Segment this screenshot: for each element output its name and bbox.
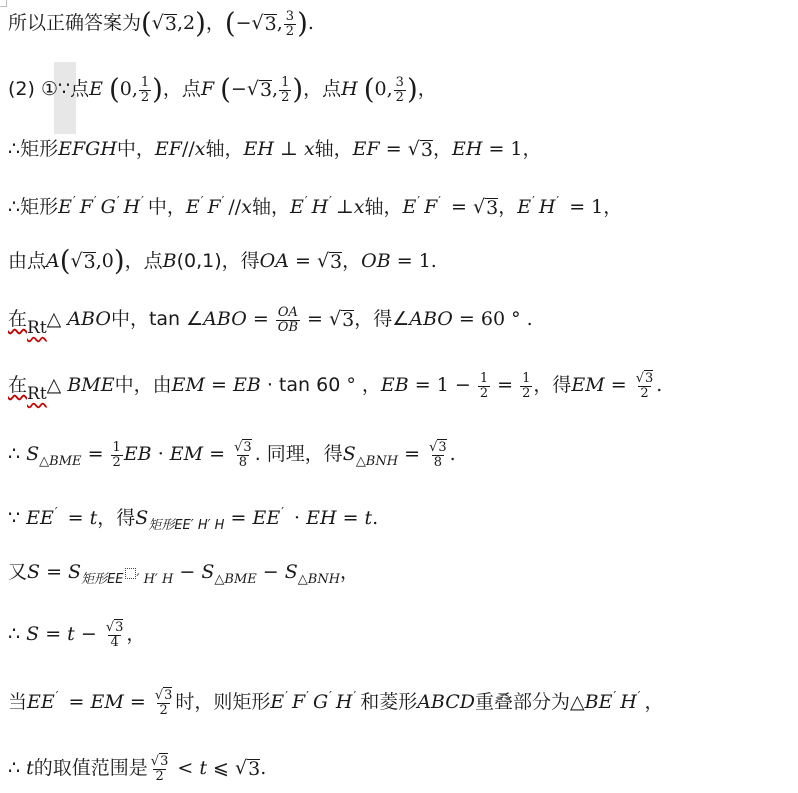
prime: ′ — [329, 689, 332, 704]
text: ,0 — [95, 249, 114, 272]
text: , — [276, 12, 283, 35]
var: S — [26, 623, 40, 646]
text: Rt — [27, 318, 47, 339]
text: △ — [46, 308, 62, 331]
text: · — [287, 507, 307, 529]
radicand: 3 — [264, 13, 277, 36]
text: ∴矩形 — [8, 138, 59, 160]
text: 轴， — [251, 196, 290, 218]
fraction — [394, 76, 406, 104]
text: 又 — [8, 561, 28, 583]
var: EF — [154, 138, 182, 160]
radicand: 3 — [420, 139, 433, 161]
paren-close: ) — [292, 73, 304, 106]
var: ABCD — [417, 691, 476, 714]
text: 和菱形 — [360, 691, 418, 714]
radicand: 3 — [248, 758, 261, 781]
var: H — [538, 196, 556, 218]
text: = 1， — [482, 138, 542, 160]
text: = — [445, 196, 474, 218]
text: 中， — [116, 138, 155, 160]
radicand: 3 — [438, 440, 447, 455]
var: E — [185, 196, 200, 218]
numerator: √3 — [429, 440, 447, 455]
text: ， — [432, 138, 452, 160]
sqrt: √ 3 — [251, 12, 277, 36]
text: ⊥ — [335, 196, 354, 218]
subscript: △BME — [214, 572, 257, 587]
denominator: 2 — [479, 385, 489, 401]
text: · tan 60 ° ， — [260, 374, 381, 397]
prime: ′ — [116, 194, 120, 208]
text: 的取值范围是 — [33, 757, 148, 780]
var: BE — [584, 691, 613, 714]
var: S — [284, 561, 298, 583]
corner-marker — [0, 0, 7, 7]
var: E — [289, 196, 304, 218]
sqrt: √ 3 — [151, 12, 177, 36]
text: = 1 − — [408, 374, 477, 397]
radicand: 3 — [160, 754, 169, 769]
fraction — [232, 441, 254, 469]
text: ，点 — [162, 78, 201, 101]
text: 所以正确答案为 — [8, 12, 142, 35]
text: 轴， — [364, 196, 403, 218]
prime: ′ — [304, 194, 308, 208]
var: EB — [380, 374, 409, 397]
text: 在 — [8, 374, 28, 397]
var: F — [424, 196, 438, 218]
fraction — [111, 441, 123, 469]
text: . — [372, 507, 379, 529]
var: t — [89, 507, 98, 529]
var: EE — [26, 507, 54, 529]
prime: ′ — [221, 194, 225, 208]
text: ，点 — [303, 78, 342, 101]
text: − — [173, 561, 202, 583]
denominator: 2 — [522, 385, 531, 401]
prime: ′ — [200, 194, 204, 208]
numerator: √3 — [105, 620, 124, 635]
text: Rt — [27, 384, 47, 405]
prime: ′ — [93, 194, 97, 208]
line-6 — [8, 306, 533, 337]
var: E — [89, 78, 103, 101]
var: EFGH — [58, 138, 117, 160]
text: // — [181, 138, 195, 160]
var: EM — [90, 691, 124, 714]
text: < — [171, 757, 200, 780]
text: ， — [644, 691, 664, 714]
fraction — [153, 689, 175, 717]
var: EF — [352, 138, 380, 160]
var: EM — [571, 374, 605, 397]
numerator: 3 — [285, 9, 295, 24]
text: ， — [342, 249, 362, 272]
radicand: 3 — [330, 250, 343, 273]
line-3 — [8, 140, 542, 161]
var: EB — [232, 374, 261, 397]
subscript: △BME — [39, 454, 82, 470]
var: BME — [67, 374, 115, 397]
denominator: 2 — [395, 89, 404, 105]
placeholder-box-icon — [125, 568, 136, 579]
line-1 — [8, 7, 314, 40]
text: ∵ — [8, 507, 27, 529]
var: E — [58, 196, 72, 218]
var: E — [270, 691, 285, 714]
sqrt: √ 3 — [473, 196, 499, 219]
text: − — [256, 561, 285, 583]
radicand: 3 — [115, 620, 124, 635]
sqrt: √ 3 — [316, 249, 343, 273]
radicand: 3 — [83, 250, 96, 273]
var: ABO — [67, 308, 111, 331]
text: = — [379, 138, 408, 160]
text: = — [81, 443, 110, 466]
var: OA — [259, 249, 289, 272]
fraction — [149, 755, 171, 783]
paren-open: ( — [59, 245, 71, 277]
numerator: 1 — [112, 440, 121, 455]
prime: ′ — [55, 689, 59, 704]
var: EE — [27, 691, 55, 714]
denominator: 4 — [110, 634, 119, 650]
text: − — [235, 12, 252, 35]
radicand: 3 — [243, 440, 252, 455]
numerator: 1 — [522, 371, 531, 386]
text: ， — [498, 196, 518, 218]
numerator: √3 — [234, 440, 252, 455]
text: 重叠部分为△ — [475, 691, 585, 714]
text: . — [260, 757, 267, 780]
radicand: 3 — [164, 688, 173, 703]
denominator: 2 — [640, 385, 649, 401]
prime: ′ — [556, 194, 560, 208]
line-5 — [8, 245, 437, 277]
text: 轴， — [314, 138, 353, 160]
paren-close: ) — [195, 7, 206, 40]
var: t — [26, 757, 34, 780]
var: H — [341, 78, 358, 101]
paren-open: ( — [363, 73, 375, 106]
numerator: √3 — [150, 754, 169, 769]
numerator: OA — [277, 305, 298, 320]
numerator: 1 — [479, 371, 489, 386]
sqrt: √ 3 — [407, 138, 433, 161]
text: 由点 — [8, 249, 47, 272]
subscript: △BNH — [297, 572, 341, 587]
text: ⩽ — [207, 757, 236, 780]
subscript: 矩形EE′ H′ H — [148, 518, 225, 533]
var: ABO — [203, 308, 247, 331]
text: = — [604, 374, 633, 397]
prime: ′ — [285, 689, 289, 704]
var: F — [200, 78, 215, 101]
prime: ′ — [532, 194, 535, 208]
radicand: 3 — [259, 79, 273, 102]
line-4 — [8, 195, 622, 219]
text: = — [123, 691, 152, 714]
line-9 — [8, 506, 378, 532]
text: ∴矩形 — [8, 196, 59, 218]
var: F — [79, 196, 93, 218]
prime: ′ — [54, 505, 58, 519]
text: = 60 ° . — [452, 308, 533, 331]
fraction — [139, 76, 151, 104]
paren-close: ) — [297, 7, 308, 40]
line-8 — [8, 441, 456, 469]
subscript: ′ H′ H — [136, 572, 174, 587]
text: − — [74, 623, 103, 646]
text: − — [230, 78, 247, 101]
text: · — [151, 443, 170, 466]
text: = 1. — [390, 249, 437, 272]
var: G — [100, 196, 116, 218]
text: ⊥ — [273, 138, 304, 160]
var: S — [342, 443, 356, 466]
line-11 — [8, 621, 145, 649]
paren-close: ) — [406, 73, 418, 106]
fraction — [634, 372, 656, 400]
text: . — [449, 443, 456, 466]
text: 中，tan ∠ — [110, 308, 204, 331]
text: = — [301, 308, 330, 331]
var: F — [292, 691, 306, 714]
fraction — [478, 372, 490, 400]
text: ，得∠ — [354, 308, 410, 331]
line-13 — [8, 755, 266, 783]
text: 轴， — [205, 138, 244, 160]
numerator: √3 — [635, 371, 654, 386]
text: ， — [126, 623, 146, 646]
radicand: 3 — [164, 13, 177, 36]
text: ，得 — [533, 374, 572, 397]
var: x — [303, 138, 315, 160]
prime: ′ — [637, 689, 641, 704]
text: . — [656, 374, 663, 397]
var: S — [68, 561, 82, 583]
numerator: 1 — [281, 75, 290, 90]
sqrt: √ 3 — [70, 249, 96, 273]
sqrt: √ 3 — [246, 78, 273, 102]
text: 在 — [8, 308, 28, 331]
text: ， — [205, 12, 225, 35]
var: EH — [306, 507, 337, 529]
var: A — [46, 249, 60, 272]
paren-open: ( — [224, 7, 236, 40]
text: = — [39, 623, 68, 646]
text: ∴ — [8, 443, 27, 466]
var: x — [353, 196, 365, 218]
var: EE — [252, 507, 281, 529]
radicand: 3 — [342, 309, 355, 332]
radicand: 3 — [486, 197, 499, 219]
text: = — [398, 443, 427, 466]
text: 0, — [374, 78, 393, 101]
denominator: 2 — [159, 702, 168, 718]
subscript: 矩形EE — [81, 572, 124, 587]
numerator: √3 — [154, 688, 173, 703]
fraction — [520, 372, 532, 400]
var: S — [135, 507, 149, 529]
var: OB — [361, 249, 391, 272]
var: S — [27, 561, 41, 583]
text: ,2 — [176, 12, 196, 35]
text: // — [228, 196, 242, 218]
line-12 — [8, 689, 664, 717]
var: t — [199, 757, 208, 780]
text: = — [224, 507, 253, 529]
text: = — [40, 561, 69, 583]
denominator: 2 — [281, 89, 290, 105]
var: EM — [169, 443, 204, 466]
var: H — [123, 196, 141, 218]
radicand: 3 — [645, 371, 654, 386]
prime: ′ — [353, 689, 357, 704]
fraction — [284, 10, 296, 38]
line-2 — [8, 73, 437, 106]
var: H — [620, 691, 637, 714]
sqrt: √ 3 — [329, 308, 355, 332]
text: ，得 — [97, 507, 136, 529]
paren-open: ( — [141, 7, 152, 40]
paren-close: ) — [113, 245, 125, 277]
var: EM — [171, 374, 205, 397]
prime: ′ — [306, 689, 309, 704]
fraction — [427, 441, 449, 469]
text: 中，由 — [114, 374, 172, 397]
fraction — [104, 621, 126, 649]
text: = — [491, 374, 520, 397]
prime: ′ — [281, 505, 284, 519]
text: = — [288, 249, 317, 272]
var: EH — [243, 138, 274, 160]
paren-open: ( — [109, 73, 120, 106]
text: 中， — [147, 196, 186, 218]
var: S — [201, 561, 215, 583]
text: = 1， — [563, 196, 623, 218]
fraction — [279, 76, 291, 104]
var: t — [67, 623, 75, 646]
text: (0,1)，得 — [176, 249, 260, 272]
text: , — [272, 78, 279, 101]
var: H — [311, 196, 329, 218]
var: E — [402, 196, 417, 218]
text: . — [307, 12, 314, 35]
var: F — [207, 196, 221, 218]
text: 时，则矩形 — [175, 691, 271, 714]
text: ∴ — [8, 757, 27, 780]
subscript: △BNH — [355, 454, 399, 470]
prime: ′ — [417, 194, 421, 208]
paren-open: ( — [220, 73, 231, 106]
text: = — [204, 374, 233, 397]
numerator: 3 — [395, 75, 404, 90]
prime: ′ — [613, 689, 617, 704]
prime: ′ — [329, 194, 332, 208]
prime: ′ — [438, 194, 442, 208]
text: △ — [46, 374, 62, 397]
text: . 同理，得 — [254, 443, 343, 466]
denominator: OB — [277, 319, 299, 335]
var: H — [335, 691, 353, 714]
text: ∴ — [8, 623, 27, 646]
sqrt: √ 3 — [235, 757, 261, 781]
text: = — [61, 507, 90, 529]
line-10 — [8, 563, 359, 586]
text: ， — [417, 78, 437, 101]
var: ABO — [409, 308, 453, 331]
text: = — [336, 507, 365, 529]
text: 0, — [119, 78, 138, 101]
denominator: 8 — [433, 454, 442, 470]
text: ，点 — [124, 249, 163, 272]
denominator: 2 — [155, 768, 164, 784]
var: E — [517, 196, 532, 218]
var: B — [162, 249, 177, 272]
var: EH — [451, 138, 483, 160]
prime: ′ — [141, 194, 144, 208]
text: = — [246, 308, 275, 331]
text: = — [203, 443, 232, 466]
var: S — [26, 443, 40, 466]
text: = — [62, 691, 91, 714]
fraction — [276, 306, 300, 334]
paren-close: ) — [152, 73, 163, 106]
prime: ′ — [72, 194, 76, 208]
denominator: 2 — [112, 454, 121, 470]
text: 当 — [8, 691, 28, 714]
var: EB — [123, 443, 152, 466]
var: t — [364, 507, 373, 529]
numerator: 1 — [140, 75, 150, 90]
text: ， — [340, 561, 360, 583]
text: (2) ①∵点 — [8, 78, 90, 101]
denominator: 2 — [285, 23, 295, 39]
var: G — [312, 691, 329, 714]
line-7 — [8, 372, 662, 403]
var: x — [194, 138, 206, 160]
denominator: 8 — [238, 454, 248, 470]
denominator: 2 — [140, 89, 150, 105]
var: x — [241, 196, 252, 218]
